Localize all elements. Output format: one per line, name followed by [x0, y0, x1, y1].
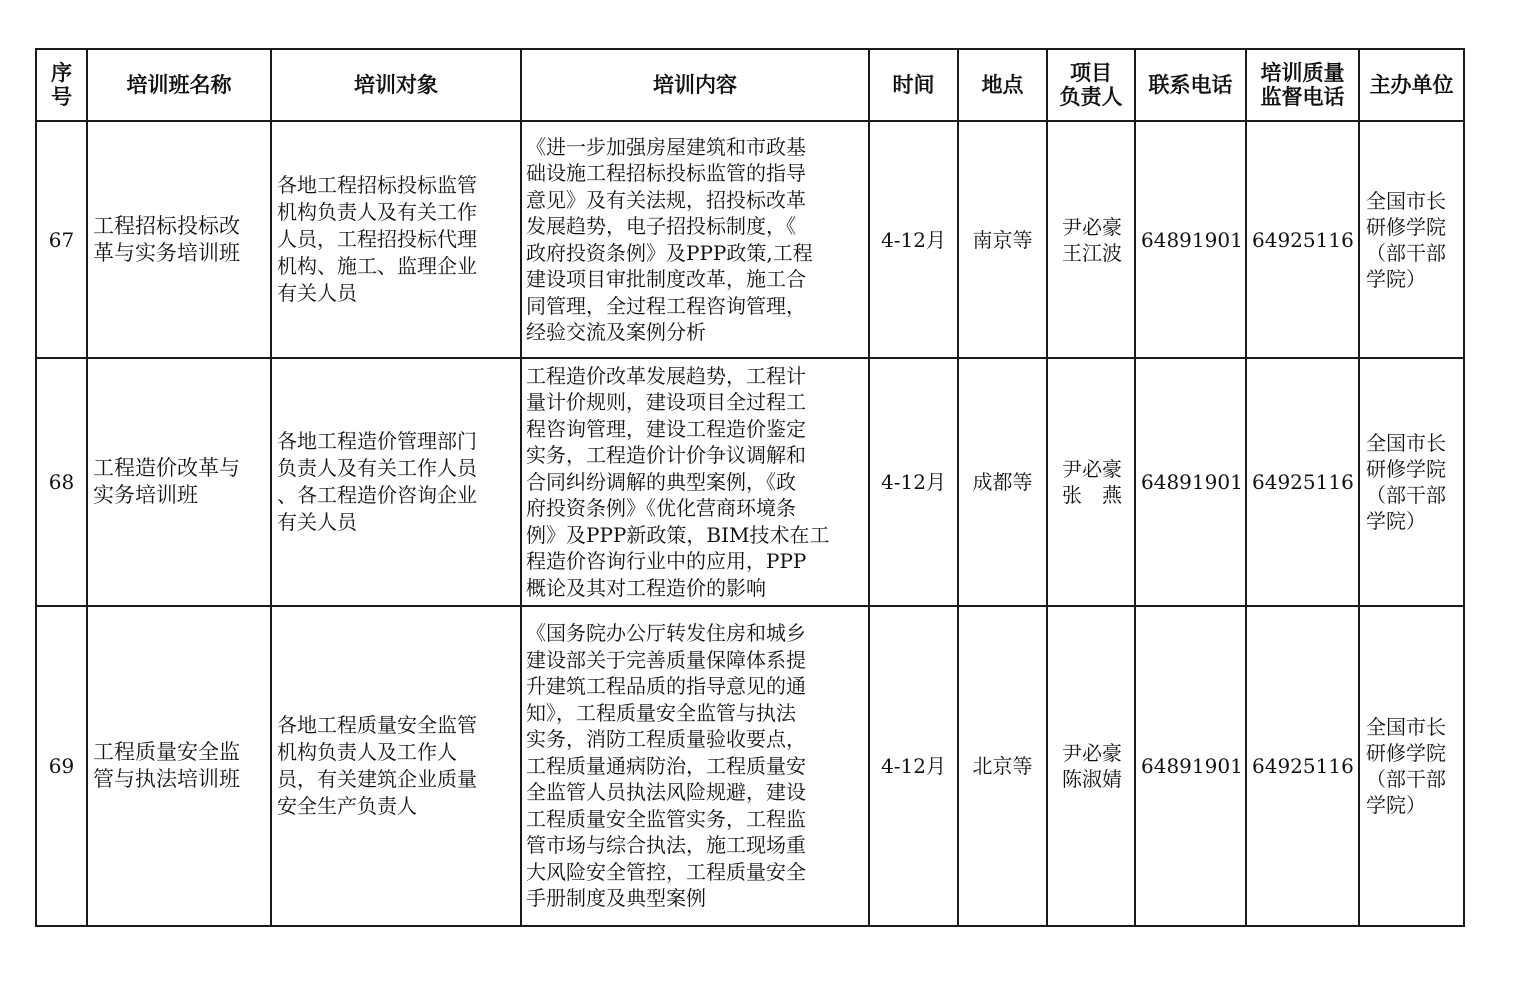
text-line: 尹必豪: [1062, 214, 1122, 239]
table-row: [36, 358, 1464, 606]
header-quality-phone: [1246, 49, 1359, 121]
header-organizer: [1359, 49, 1464, 121]
cell-content: [521, 121, 869, 358]
text-line: 府投资条例》《优化营商环境条: [526, 496, 796, 521]
table-row: [36, 121, 1464, 358]
cell-number: 69: [36, 606, 87, 926]
cell-number: 68: [36, 358, 87, 606]
text-line: 础设施工程招标投标监管的指导: [526, 161, 806, 185]
text-line: 《进一步加强房屋建筑和市政基: [526, 134, 806, 159]
text-line: 管与执法培训班: [93, 767, 240, 791]
header-content: [521, 49, 869, 121]
header-text: 培训质量: [1260, 61, 1345, 85]
text-line: 经验交流及案例分析: [526, 320, 706, 344]
text-line: 全国市长: [1366, 188, 1446, 213]
text-line: 实务培训班: [93, 483, 198, 507]
text-line: 工程质量安全监管实务，工程监: [526, 806, 806, 831]
cell-content: [521, 358, 869, 606]
cell-phone: 64891901: [1135, 121, 1246, 358]
text-line: 意见》及有关法规，招投标改革: [526, 187, 806, 212]
cell-target: [271, 358, 521, 606]
cell-place: 南京等: [958, 121, 1047, 358]
text-line: 实务，工程造价计价争议调解和: [526, 443, 806, 468]
text-line: 研修学院: [1366, 457, 1446, 481]
cell-course-name: [87, 358, 271, 606]
text-line: 有关人员: [277, 281, 357, 305]
header-text: 时间: [892, 73, 935, 97]
cell-person: [1047, 121, 1135, 358]
text-line: 工程质量安全监: [93, 740, 240, 764]
header-person: [1047, 49, 1135, 121]
cell-organizer: [1359, 358, 1464, 606]
header-number: [36, 49, 87, 121]
cell-phone: 64891901: [1135, 606, 1246, 926]
text-line: 发展趋势，电子招投标制度，《: [526, 214, 796, 238]
text-line: 全监管人员执法风险规避，建设: [526, 780, 806, 805]
text-line: 全国市长: [1366, 715, 1446, 739]
text-line: 管市场与综合执法，施工现场重: [526, 833, 806, 858]
cell-course-name: [87, 606, 271, 926]
cell-number: 67: [36, 121, 87, 358]
text-line: （部干部: [1366, 240, 1446, 265]
text-line: 量计价规则，建设项目全过程工: [526, 390, 806, 415]
training-schedule-sheet: [35, 48, 1463, 927]
text-line: 各地工程招标投标监管: [277, 173, 477, 197]
text-line: 各地工程质量安全监管: [277, 713, 477, 737]
text-line: 工程招标投标改: [93, 213, 240, 238]
cell-organizer: [1359, 606, 1464, 926]
text-line: 人员，工程招投标代理: [277, 227, 477, 251]
header-place: [958, 49, 1047, 121]
header-text: 序: [51, 61, 72, 85]
text-line: 张 燕: [1062, 483, 1122, 507]
text-line: 工程造价改革发展趋势，工程计: [526, 363, 806, 388]
text-line: 尹必豪: [1062, 457, 1122, 481]
text-line: 同管理，全过程工程咨询管理，: [526, 293, 806, 318]
text-line: 知》，工程质量安全监管与执法: [526, 700, 796, 725]
cell-phone: 64891901: [1135, 358, 1246, 606]
text-line: 概论及其对工程造价的影响: [526, 575, 766, 600]
header-text: 培训内容: [653, 73, 737, 97]
text-line: 尹必豪: [1062, 741, 1122, 765]
text-line: 大风险安全管控，工程质量安全: [526, 859, 806, 884]
header-text: 培训对象: [354, 73, 438, 97]
text-line: 学院）: [1366, 266, 1426, 291]
cell-time: 4-12月: [869, 121, 958, 358]
header-name: [87, 49, 271, 121]
header-phone: [1135, 49, 1246, 121]
cell-place: 北京等: [958, 606, 1047, 926]
cell-content: [521, 606, 869, 926]
text-line: 各地工程造价管理部门: [277, 429, 477, 453]
header-text: 项目: [1070, 61, 1112, 85]
cell-target: [271, 606, 521, 926]
text-line: 升建筑工程品质的指导意见的通: [526, 674, 806, 699]
text-line: 政府投资条例》及PPP政策,工程: [526, 240, 813, 265]
text-line: 学院）: [1366, 793, 1426, 817]
text-line: 研修学院: [1366, 214, 1446, 239]
text-line: 有关人员: [277, 510, 357, 534]
text-line: 程咨询管理，建设工程造价鉴定: [526, 416, 806, 441]
header-text: 监督电话: [1260, 85, 1345, 109]
text-line: 工程造价改革与: [93, 456, 240, 480]
cell-quality-phone: 64925116: [1246, 606, 1359, 926]
cell-time: 4-12月: [869, 358, 958, 606]
text-line: 研修学院: [1366, 741, 1446, 765]
text-line: 工程质量通病防治，工程质量安: [526, 753, 806, 778]
cell-target: [271, 121, 521, 358]
header-row: [36, 49, 1464, 121]
cell-quality-phone: 64925116: [1246, 358, 1359, 606]
text-line: 陈淑婧: [1062, 767, 1122, 791]
text-line: 程造价咨询行业中的应用，PPP: [526, 549, 807, 574]
header-text: 培训班名称: [126, 73, 232, 97]
cell-time: 4-12月: [869, 606, 958, 926]
text-line: （部干部: [1366, 483, 1446, 507]
text-line: 手册制度及典型案例: [526, 886, 706, 911]
cell-quality-phone: 64925116: [1246, 121, 1359, 358]
text-line: 建设项目审批制度改革，施工合: [526, 267, 806, 291]
table-row: [36, 606, 1464, 926]
header-text: 联系电话: [1148, 73, 1233, 97]
text-line: 建设部关于完善质量保障体系提: [526, 647, 806, 672]
text-line: 员，有关建筑企业质量: [277, 767, 477, 791]
header-target: [271, 49, 521, 121]
text-line: 革与实务培训班: [93, 240, 240, 265]
cell-person: [1047, 358, 1135, 606]
text-line: 合同纠纷调解的典型案例，《政: [526, 469, 796, 494]
header-time: [869, 49, 958, 121]
text-line: 机构负责人及有关工作: [277, 200, 477, 224]
header-text: 负责人: [1059, 85, 1123, 109]
text-line: 机构负责人及工作人: [277, 740, 457, 764]
cell-course-name: [87, 121, 271, 358]
text-line: 《国务院办公厅转发住房和城乡: [526, 621, 806, 646]
text-line: 例》及PPP新政策，BIM技术在工: [526, 522, 830, 547]
text-line: 、各工程造价咨询企业: [277, 483, 477, 507]
text-line: 全国市长: [1366, 431, 1446, 455]
text-line: 学院）: [1366, 509, 1426, 533]
text-line: 负责人及有关工作人员: [277, 456, 477, 480]
text-line: 安全生产负责人: [277, 794, 417, 818]
header-text: 号: [51, 85, 72, 109]
cell-organizer: [1359, 121, 1464, 358]
text-line: 实务，消防工程质量验收要点，: [526, 727, 806, 752]
text-line: 机构、施工、监理企业: [277, 254, 477, 278]
training-table: [35, 48, 1465, 927]
text-line: （部干部: [1366, 767, 1446, 791]
text-line: 王江波: [1062, 240, 1122, 265]
header-text: 地点: [981, 73, 1024, 97]
header-text: 主办单位: [1369, 73, 1454, 97]
cell-person: [1047, 606, 1135, 926]
cell-place: 成都等: [958, 358, 1047, 606]
